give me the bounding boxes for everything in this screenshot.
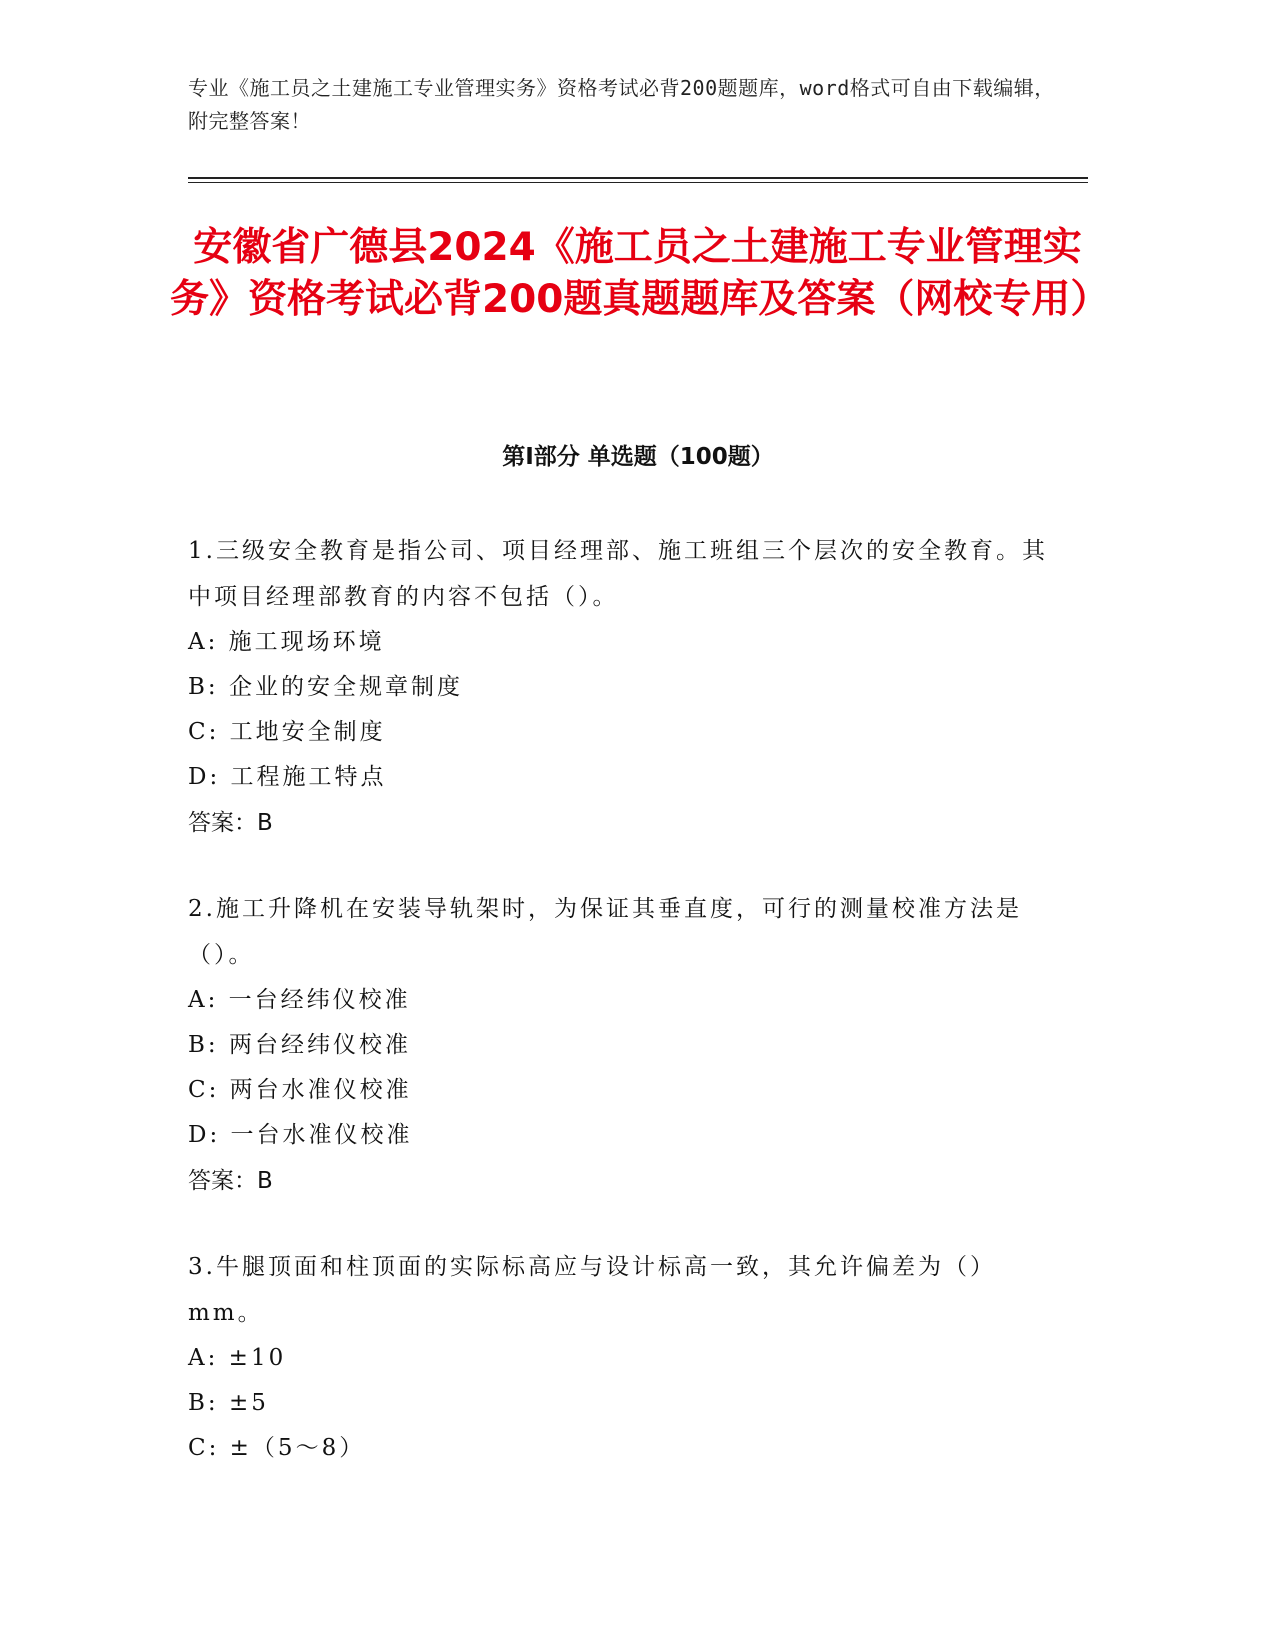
- question-list: [188, 528, 1068, 1511]
- option-d: D: 工程施工特点: [188, 764, 387, 790]
- option-b: B: 两台经纬仪校准: [188, 1032, 411, 1058]
- answer: 答案：B: [188, 1168, 273, 1194]
- option-a: A: 施工现场环境: [188, 629, 385, 655]
- header-rule-thin: [188, 182, 1088, 183]
- option-c: C: 工地安全制度: [188, 719, 386, 745]
- question-2: [188, 886, 1068, 1204]
- option-c: C: 两台水准仪校准: [188, 1077, 412, 1103]
- option-a: A: 一台经纬仪校准: [188, 987, 411, 1013]
- option-c: C: ±（5～8）: [188, 1435, 366, 1461]
- header-rule-thick: [188, 177, 1088, 179]
- section-heading: 第Ⅰ部分 单选题（100题）: [502, 444, 774, 470]
- option-a: A: ±10: [188, 1345, 287, 1371]
- option-d: D: 一台水准仪校准: [188, 1122, 413, 1148]
- question-stem: 1.三级安全教育是指公司、项目经理部、施工班组三个层次的安全教育。其中项目经理部教育的内容不包括（）。: [188, 538, 1048, 610]
- question-1: [188, 528, 1068, 846]
- answer: 答案：B: [188, 810, 273, 836]
- option-b: B: 企业的安全规章制度: [188, 674, 463, 700]
- question-3: [188, 1244, 1068, 1471]
- option-b: B: ±5: [188, 1390, 269, 1416]
- document-title: 安徽省广德县2024《施工员之土建施工专业管理实务》资格考试必背200题真题题库及答案（网校专用）: [170, 225, 1110, 322]
- question-stem: 2.施工升降机在安装导轨架时，为保证其垂直度，可行的测量校准方法是（）。: [188, 896, 1022, 968]
- question-stem: 3.牛腿顶面和柱顶面的实际标高应与设计标高一致，其允许偏差为（）mm。: [188, 1254, 996, 1326]
- header-note: 专业《施工员之土建施工专业管理实务》资格考试必背200题题库，word格式可自由下载编辑，附完整答案！: [188, 76, 1055, 133]
